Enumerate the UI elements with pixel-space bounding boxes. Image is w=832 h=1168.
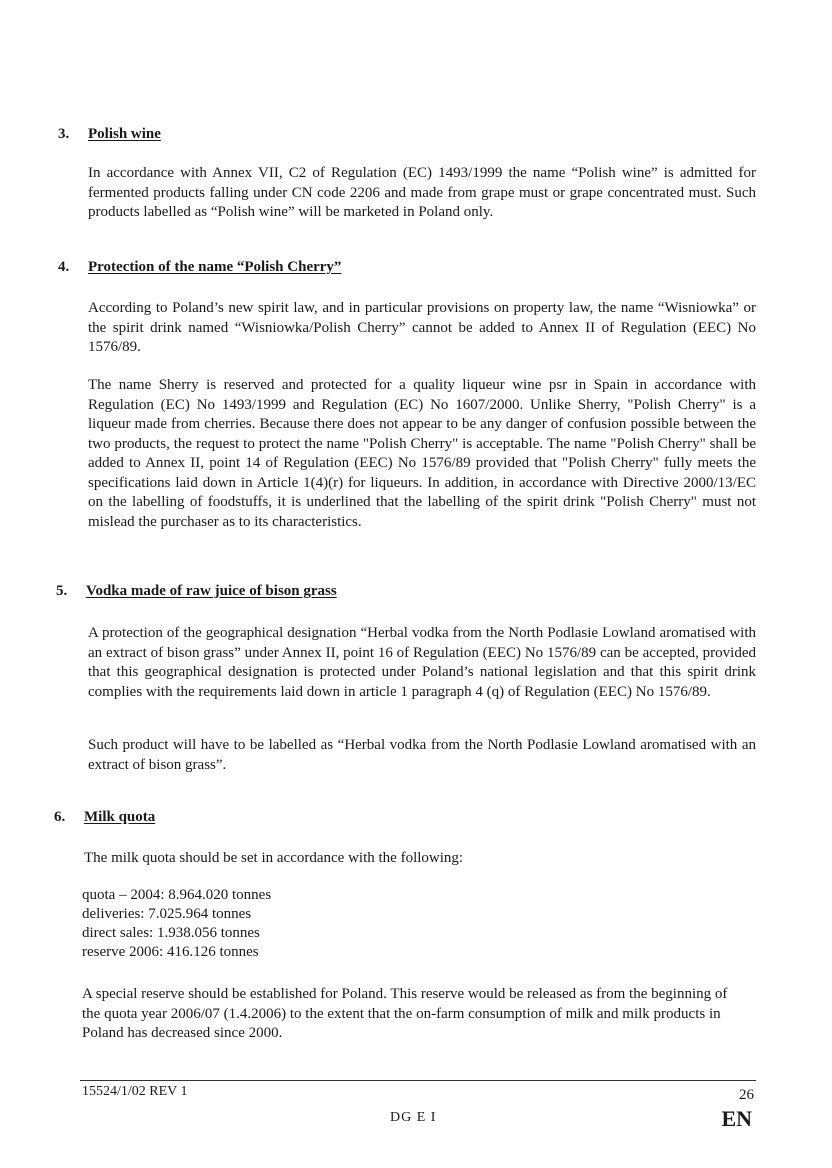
quota-line-4: reserve 2006: 416.126 tonnes (82, 944, 259, 960)
section-5-paragraph-1: A protection of the geographical designation “Herbal vodka from the North Podlasie Lowland aromatised with an extract of bison grass” under Annex II, point 16 of Regulation (EEC) No 1576/89 can be accepted, provided that this geographical designation is protected under Poland’s national legislation and that this spirit drink complies with the requirements laid down in article 1 paragraph 4 (q) of Regulation (EEC) No 1576/89. (88, 625, 756, 700)
section-3-heading (58, 126, 161, 143)
section-6-heading (54, 809, 155, 826)
section-6-title: Milk quota (84, 809, 156, 825)
section-3-number: 3. (58, 126, 70, 142)
section-4-heading (58, 259, 341, 276)
section-4-number: 4. (58, 259, 70, 275)
section-6-number: 6. (54, 809, 66, 825)
quota-line-1: quota – 2004: 8.964.020 tonnes (82, 887, 272, 903)
section-5-number: 5. (56, 583, 68, 599)
footer-language-code: EN (721, 1106, 752, 1131)
section-3-title: Polish wine (88, 126, 161, 142)
section-4-paragraph-2: The name Sherry is reserved and protected for a quality liqueur wine psr in Spain in accordance with Regulation (EC) No 1493/1999 and Regulation (EC) No 1607/2000. Unlike Sherry, "Polish Cherry" is a liqueur made from cherries. Because there does not appear to be any danger of confusion possible between the two products, the request to protect the name "Polish Cherry" is acceptable. The name "Polish Cherry" shall be added to Annex II, point 14 of Regulation (EEC) No 1576/89 provided that "Polish Cherry" fully meets the specifications laid down in Article 1(4)(r) for liqueurs. In addition, in accordance with Directive 2000/13/EC on the labelling of foodstuffs, it is underlined that the labelling of the spirit drink "Polish Cherry" must not mislead the purchaser as to its characteristics. (88, 377, 756, 530)
section-4-paragraph-1: According to Poland’s new spirit law, and in particular provisions on property law, the name “Wisniowka” or the spirit drink named “Wisniowka/Polish Cherry” cannot be added to Annex II of Regulation (EEC) No 1576/89. (88, 300, 756, 355)
section-5-heading (56, 583, 337, 600)
section-3-paragraph-1: In accordance with Annex VII, C2 of Regulation (EC) 1493/1999 the name “Polish wine” is admitted for fermented products falling under CN code 2206 and made from grape must or grape concentrated must. Such products labelled as “Polish wine” will be marketed in Poland only. (88, 165, 756, 220)
section-5-paragraph-2: Such product will have to be labelled as “Herbal vodka from the North Podlasie Lowland aromatised with an extract of bison grass”. (88, 737, 756, 773)
footer-directorate: DG E I (390, 1110, 437, 1125)
section-4-title: Protection of the name “Polish Cherry” (88, 259, 342, 275)
quota-line-2: deliveries: 7.025.964 tonnes (82, 906, 252, 922)
section-6-closing-paragraph: A special reserve should be established for Poland. This reserve would be released as from the beginning of the quota year 2006/07 (1.4.2006) to the extent that the on-farm consumption of milk and milk products in Poland has decreased since 2000. (82, 986, 728, 1041)
footer-rule (80, 1080, 756, 1081)
footer-document-reference: 15524/1/02 REV 1 (82, 1084, 188, 1099)
quota-line-3: direct sales: 1.938.056 tonnes (82, 925, 260, 941)
section-5-title: Vodka made of raw juice of bison grass (86, 583, 337, 599)
section-6-paragraph-1: The milk quota should be set in accordance with the following: (84, 850, 464, 866)
footer-page-number: 26 (739, 1087, 754, 1103)
